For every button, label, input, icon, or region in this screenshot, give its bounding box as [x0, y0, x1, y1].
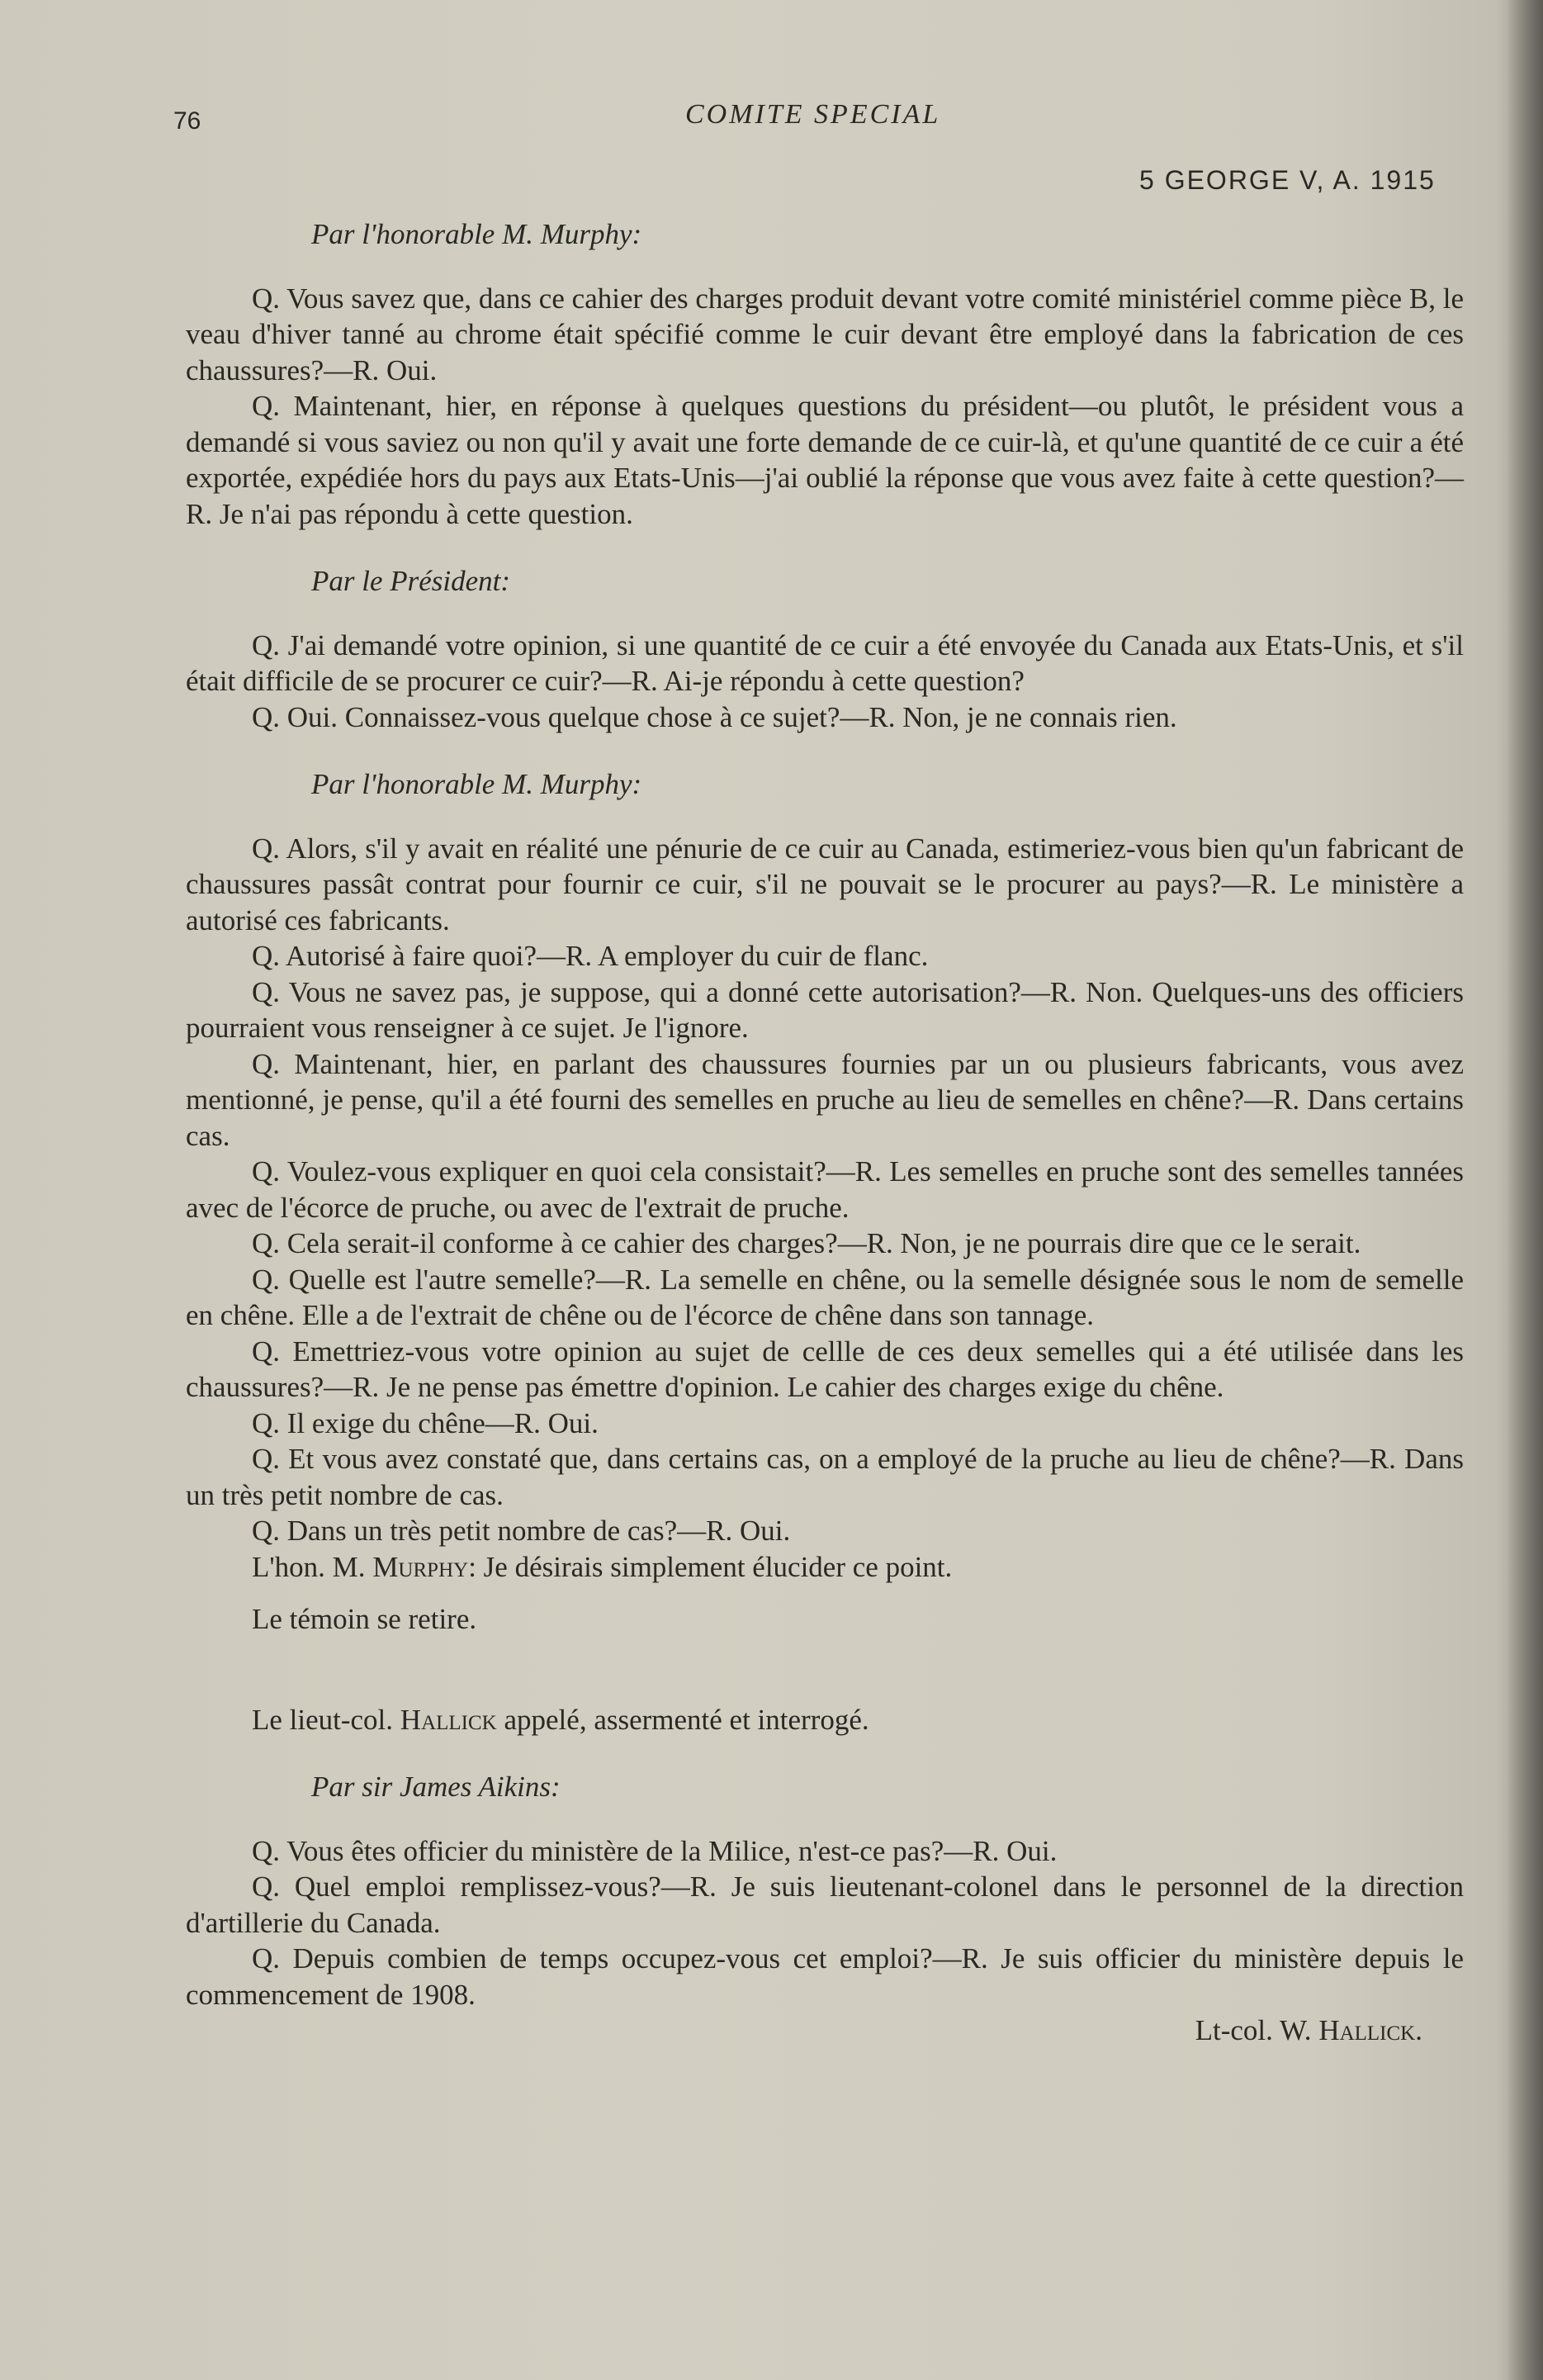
paragraph: Q. Voulez-vous expliquer en quoi cela consistait?—R. Les semelles en pruche sont des semelles tannées avec de l'écorce de pruche, ou avec de l'extrait de pruche.	[186, 1155, 1464, 1224]
section-heading: Par le Président:	[311, 565, 511, 597]
paragraph: Q. Vous savez que, dans ce cahier des charges produit devant votre comité ministériel comme pièce B, le veau d'hiver tanné au chrome était spécifié comme le cuir devant être employé dans la fabrication de ces chaussures?—R. Oui.	[186, 282, 1464, 386]
section-heading: Par l'honorable M. Murphy:	[311, 768, 642, 800]
paragraph: Q. Oui. Connaissez-vous quelque chose à ce sujet?—R. Non, je ne connais rien.	[252, 700, 1177, 733]
signature-name: Hallick	[1318, 2014, 1416, 2046]
paragraph: Q. Maintenant, hier, en réponse à quelques questions du président—ou plutôt, le président vous a demandé si vous saviez ou non qu'il y avait une forte demande de ce cuir-là, et qu'une quantité de ce cuir a été exportée, expédiée hors du pays aux Etats-Unis—j'ai oublié la réponse que vous avez faite à cette question?—R. Je n'ai pas répondu à cette question.	[186, 390, 1464, 530]
session-label: 5 GEORGE V, A. 1915	[1139, 165, 1436, 195]
paragraph: Q. Et vous avez constaté que, dans certains cas, on a employé de la pruche au lieu de chêne?—R. Dans un très petit nombre de cas.	[186, 1443, 1464, 1511]
paragraph: Q. Dans un très petit nombre de cas?—R. Oui.	[252, 1515, 791, 1547]
paragraph: Q. Maintenant, hier, en parlant des chaussures fournies par un ou plusieurs fabricants, vous avez mentionné, je pense, qu'il a été fourni des semelles en pruche au lieu de semelles en chêne?—R. Dans certains cas.	[186, 1047, 1464, 1152]
paragraph: Q. Vous ne savez pas, je suppose, qui a donné cette autorisation?—R. Non. Quelques-uns des officiers pourraient vous renseigner à ce sujet. Je l'ignore.	[186, 975, 1464, 1044]
paragraph: Q. Vous êtes officier du ministère de la Milice, n'est-ce pas?—R. Oui.	[252, 1834, 1058, 1867]
intro-prefix: Le lieut-col.	[252, 1703, 400, 1736]
section-heading: Par sir James Aikins:	[311, 1771, 561, 1803]
signature-end: .	[1415, 2014, 1422, 2046]
paragraph: Q. Emettriez-vous votre opinion au sujet de cellle de ces deux semelles qui a été utilisée dans les chaussures?—R. Je ne pense pas émettre d'opinion. Le cahier des charges exige du chêne.	[186, 1335, 1464, 1403]
page-edge-shadow	[1507, 0, 1543, 2380]
paragraph: Q. Quel emploi remplissez-vous?—R. Je suis lieutenant-colonel dans le personnel de la direction d'artillerie du Canada.	[186, 1870, 1464, 1939]
page-number: 76	[173, 107, 201, 135]
section-heading: Par l'honorable M. Murphy:	[311, 218, 642, 250]
speaker-name: Murphy	[372, 1550, 469, 1583]
transcript-body	[186, 216, 1464, 2049]
paragraph: Q. Quelle est l'autre semelle?—R. La semelle en chêne, ou la semelle désignée sous le nom de semelle en chêne. Elle a de l'extrait de chêne ou de l'écorce de chêne dans son tannage.	[186, 1263, 1464, 1331]
intro-text: appelé, assermenté et interrogé.	[496, 1703, 869, 1736]
witness-intro	[186, 1702, 1464, 1738]
paragraph: Le témoin se retire.	[252, 1603, 477, 1635]
remark-text: : Je désirais simplement élucider ce point.	[468, 1550, 953, 1583]
remark-prefix: L'hon. M.	[252, 1550, 373, 1583]
paragraph: Q. Il exige du chêne—R. Oui.	[252, 1406, 599, 1439]
page-header	[173, 99, 1461, 149]
paragraph: Q. Cela serait-il conforme à ce cahier des charges?—R. Non, je ne pourrais dire que ce le serait.	[252, 1227, 1361, 1259]
running-title: COMITE SPECIAL	[685, 99, 941, 130]
signature-prefix: Lt-col. W.	[1195, 2014, 1319, 2046]
witness-name: Hallick	[400, 1703, 497, 1736]
paragraph: Q. J'ai demandé votre opinion, si une quantité de ce cuir a été envoyée du Canada aux Etats-Unis, et s'il était difficile de se procurer ce cuir?—R. Ai-je répondu à cette question?	[186, 628, 1464, 697]
paragraph: Q. Autorisé à faire quoi?—R. A employer du cuir de flanc.	[252, 940, 929, 972]
speaker-remark	[186, 1549, 1464, 1586]
paragraph: Q. Alors, s'il y avait en réalité une pénurie de ce cuir au Canada, estimeriez-vous bien qu'un fabricant de chaussures passât contrat pour fournir ce cuir, s'il ne pouvait se le procurer au pays?—R. Le ministère a autorisé ces fabricants.	[186, 832, 1464, 936]
paragraph: Q. Depuis combien de temps occupez-vous cet emploi?—R. Je suis officier du ministère depuis le commencement de 1908.	[186, 1942, 1464, 2011]
signature	[186, 2013, 1464, 2049]
